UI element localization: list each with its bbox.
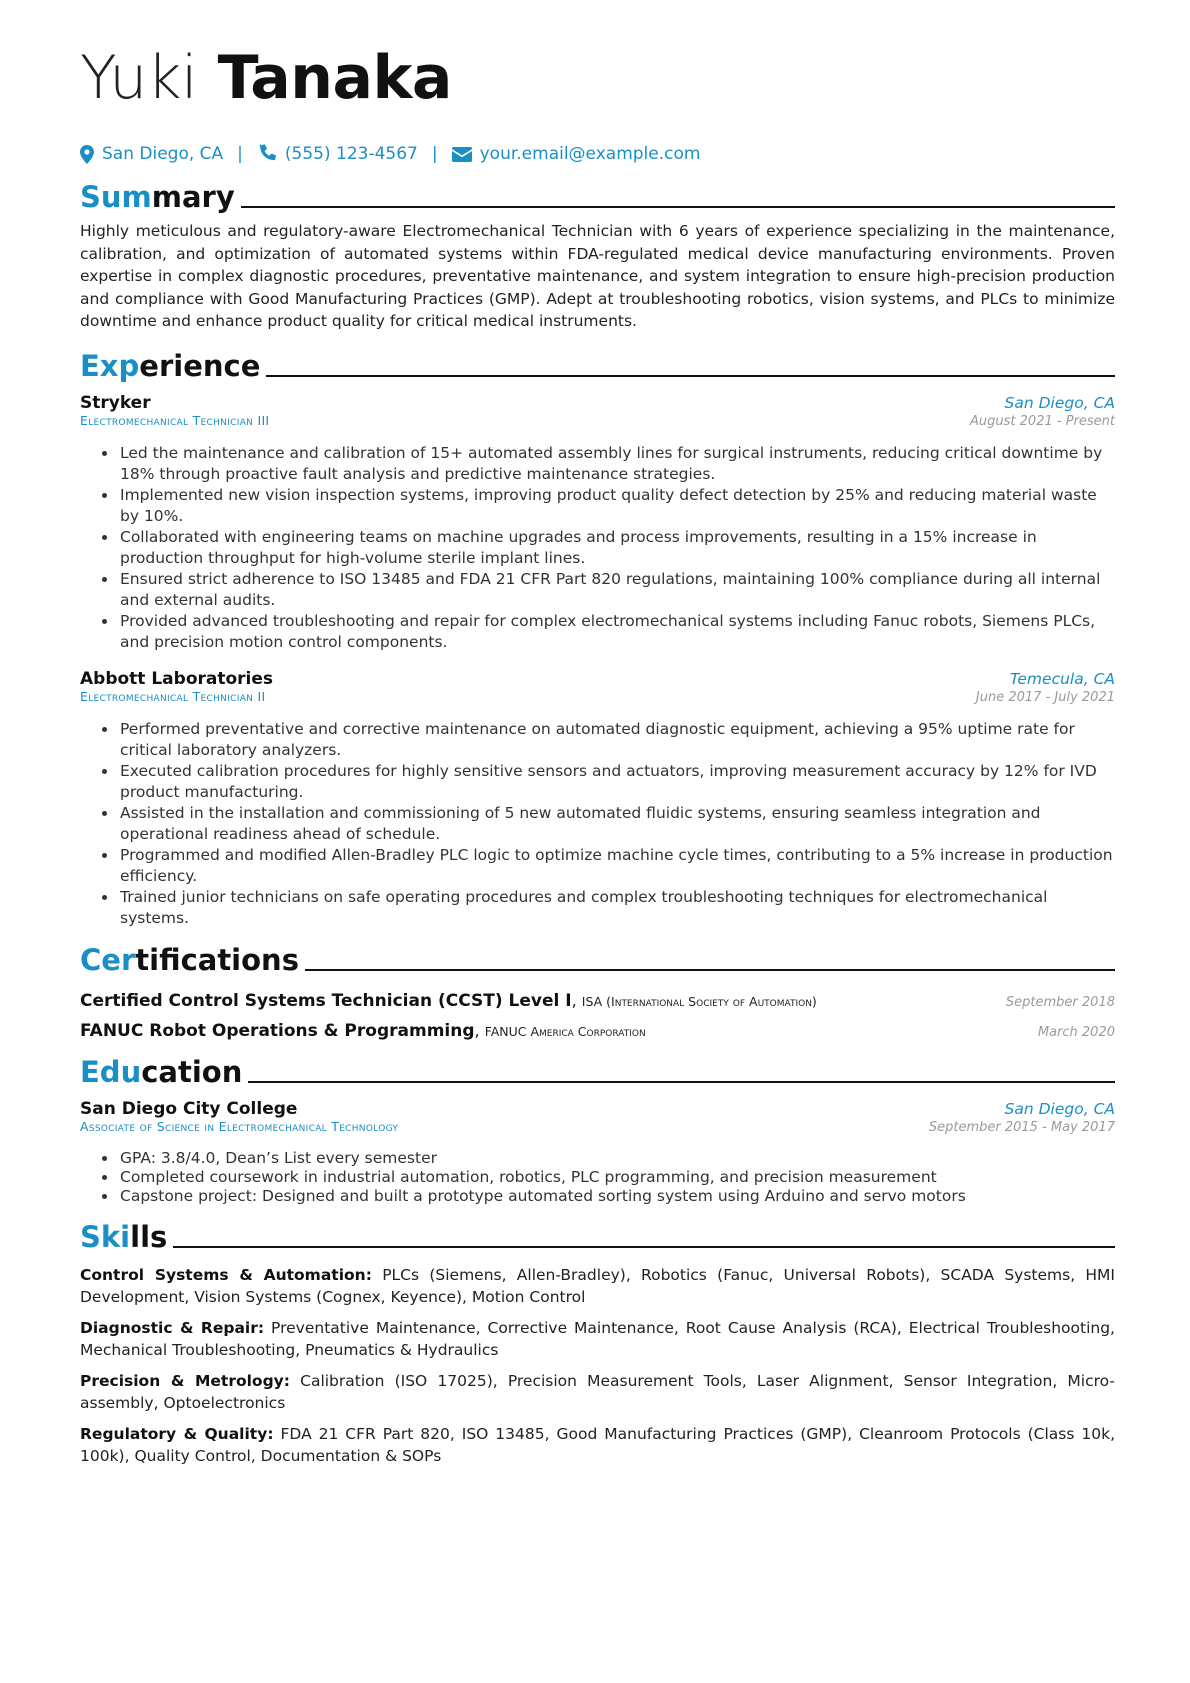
list-item: • Collaborated with engineering teams on machine upgrades and process improvements, resulting in a 15% increase in production throughput for high-volume sterile implant lines.	[118, 527, 1115, 569]
section-title-rest: erience	[139, 348, 261, 383]
job-entry	[80, 669, 1115, 929]
section-header-education	[80, 1053, 1115, 1089]
company-name: Stryker	[80, 392, 151, 413]
list-item: • Programmed and modified Allen-Bradley PLC logic to optimize machine cycle times, contributing to a 5% increase in production efficiency.	[118, 845, 1115, 887]
job-entry	[80, 393, 1115, 653]
phone-icon	[257, 144, 277, 164]
job-location: Temecula, CA	[1009, 669, 1115, 688]
job-bullets	[80, 443, 1115, 653]
degree-name: Associate of Science in Electromechanical Technology	[80, 1118, 399, 1134]
contact-bar	[80, 142, 1115, 166]
skill-text: PLCs (Siemens, Allen-Bradley), Robotics (Fanuc, Universal Robots), SCADA Systems, HMI Development, Vision Systems (Cognex, Keyence), Motion Control	[80, 1265, 1116, 1306]
list-item: • Assisted in the installation and commissioning of 5 new automated fluidic systems, ensuring seamless integration and operational readiness ahead of schedule.	[118, 803, 1115, 845]
job-subheader	[80, 689, 1115, 705]
section-title	[80, 180, 235, 214]
section-title	[80, 1220, 167, 1254]
list-item: • Capstone project: Designed and built a prototype automated sorting system using Arduino and servo motors	[118, 1187, 1115, 1206]
certification-item	[80, 1021, 1115, 1041]
job-bullets	[80, 719, 1115, 929]
skill-item	[80, 1423, 1115, 1468]
section-header-certifications	[80, 941, 1115, 977]
list-item: • Provided advanced troubleshooting and repair for complex electromechanical systems including Fanuc robots, Siemens PLCs, and precision motion control components.	[118, 611, 1115, 653]
contact-separator: |	[431, 144, 438, 164]
phone-text: (555) 123-4567	[284, 144, 418, 164]
first-name: Yuki	[80, 43, 198, 113]
skill-text: Calibration (ISO 17025), Precision Measurement Tools, Laser Alignment, Sensor Integration, Micro-assembly, Optoelectronics	[80, 1371, 1115, 1412]
last-name: Tanaka	[217, 43, 452, 113]
job-dates: August 2021 - Present	[970, 413, 1115, 429]
education-entry	[80, 1099, 1115, 1206]
education-subheader	[80, 1119, 1115, 1135]
section-header-experience	[80, 347, 1115, 383]
contact-email[interactable]	[452, 144, 701, 164]
section-title-rest: mary	[151, 180, 235, 214]
candidate-name	[80, 38, 1115, 118]
section-rule	[266, 375, 1115, 377]
job-location: San Diego, CA	[1004, 393, 1115, 412]
section-rule	[173, 1246, 1115, 1248]
skill-category: Diagnostic & Repair:	[80, 1318, 265, 1337]
job-header	[80, 669, 1115, 689]
section-title-accent: Edu	[80, 1054, 142, 1089]
certification-issuer: FANUC America Corporation	[484, 1023, 646, 1039]
list-item: • GPA: 3.8/4.0, Dean’s List every semester	[118, 1149, 1115, 1168]
education-bullets	[80, 1149, 1115, 1206]
list-item: • Led the maintenance and calibration of 15+ automated assembly lines for surgical instruments, reducing critical downtime by 18% through proactive fault analysis and predictive maintenance strategies.	[118, 443, 1115, 485]
education-header	[80, 1099, 1115, 1119]
section-title-accent: Cer	[80, 942, 136, 977]
list-item: • Implemented new vision inspection systems, improving product quality defect detection by 25% and reducing material waste by 10%.	[118, 485, 1115, 527]
list-item: • Performed preventative and corrective maintenance on automated diagnostic equipment, achieving a 95% uptime rate for critical laboratory analyzers.	[118, 719, 1115, 761]
certification-name: Certified Control Systems Technician (CCST) Level I	[80, 990, 572, 1011]
section-rule	[241, 206, 1115, 208]
section-title	[80, 1055, 242, 1089]
list-item: • Ensured strict adherence to ISO 13485 and FDA 21 CFR Part 820 regulations, maintaining 100% compliance during all internal and external audits.	[118, 569, 1115, 611]
section-rule	[248, 1081, 1115, 1083]
section-title-rest: tifications	[135, 942, 299, 977]
school-name: San Diego City College	[80, 1098, 298, 1119]
contact-location	[80, 144, 223, 164]
certification-date: September 2018	[1005, 994, 1115, 1010]
skill-item	[80, 1317, 1115, 1362]
job-title: Electromechanical Technician III	[80, 412, 270, 428]
section-rule	[305, 969, 1115, 971]
email-link: your.email@example.com	[479, 144, 701, 164]
certification-line: FANUC Robot Operations & Programming, FANUC America Corporation	[80, 1020, 646, 1041]
job-header	[80, 393, 1115, 413]
certification-issuer: ISA (International Society of Automation)	[581, 993, 817, 1009]
section-title-rest: lls	[130, 1219, 168, 1254]
certification-item	[80, 991, 1115, 1011]
map-pin-icon	[80, 145, 94, 164]
job-subheader	[80, 413, 1115, 429]
skill-item	[80, 1264, 1115, 1309]
location-text: San Diego, CA	[102, 144, 224, 164]
job-dates: June 2017 - July 2021	[975, 689, 1115, 705]
summary-text: Highly meticulous and regulatory-aware Electromechanical Technician with 6 years of experience specializing in the maintenance, calibration, and optimization of automated systems within FDA-regulated medical device manufacturing environments. Proven expertise in complex diagnostic procedures, preventative maintenance, and system integration to ensure high-precision production and compliance with Good Manufacturing Practices (GMP). Adept at troubleshooting robotics, vision systems, and PLCs to minimize downtime and enhance product quality for critical medical instruments.	[80, 222, 1115, 330]
section-title-accent: Ski	[80, 1219, 131, 1254]
envelope-icon	[452, 147, 472, 162]
section-header-summary	[80, 178, 1115, 214]
list-item: • Executed calibration procedures for highly sensitive sensors and actuators, improving measurement accuracy by 12% for IVD product manufacturing.	[118, 761, 1115, 803]
skill-category: Control Systems & Automation:	[80, 1265, 372, 1284]
skill-category: Precision & Metrology:	[80, 1371, 290, 1390]
section-title	[80, 943, 299, 977]
section-title-rest: cation	[141, 1054, 243, 1089]
skill-category: Regulatory & Quality:	[80, 1424, 274, 1443]
education-dates: September 2015 - May 2017	[928, 1119, 1115, 1135]
contact-phone[interactable]	[257, 144, 418, 164]
certification-date: March 2020	[1037, 1024, 1115, 1040]
section-title-accent: Sum	[80, 180, 152, 214]
list-item: • Trained junior technicians on safe operating procedures and complex troubleshooting techniques for electromechanical systems.	[118, 887, 1115, 929]
job-title: Electromechanical Technician II	[80, 688, 266, 704]
skill-text: FDA 21 CFR Part 820, ISO 13485, Good Manufacturing Practices (GMP), Cleanroom Protocols (Class 10k, 100k), Quality Control, Documentation & SOPs	[80, 1424, 1115, 1465]
contact-separator: |	[237, 144, 243, 164]
section-title-accent: Exp	[80, 348, 140, 383]
certification-line: Certified Control Systems Technician (CCST) Level I, ISA (International Society of Automation)	[80, 990, 817, 1011]
section-header-skills	[80, 1218, 1115, 1254]
skill-text: Preventative Maintenance, Corrective Maintenance, Root Cause Analysis (RCA), Electrical Troubleshooting, Mechanical Troubleshooting, Pneumatics & Hydraulics	[80, 1318, 1115, 1359]
section-title	[80, 349, 260, 383]
school-location: San Diego, CA	[1004, 1099, 1115, 1118]
skill-item	[80, 1370, 1115, 1415]
certification-name: FANUC Robot Operations & Programming	[80, 1020, 475, 1041]
list-item: • Completed coursework in industrial automation, robotics, PLC programming, and precision measurement	[118, 1168, 1115, 1187]
company-name: Abbott Laboratories	[80, 668, 274, 689]
